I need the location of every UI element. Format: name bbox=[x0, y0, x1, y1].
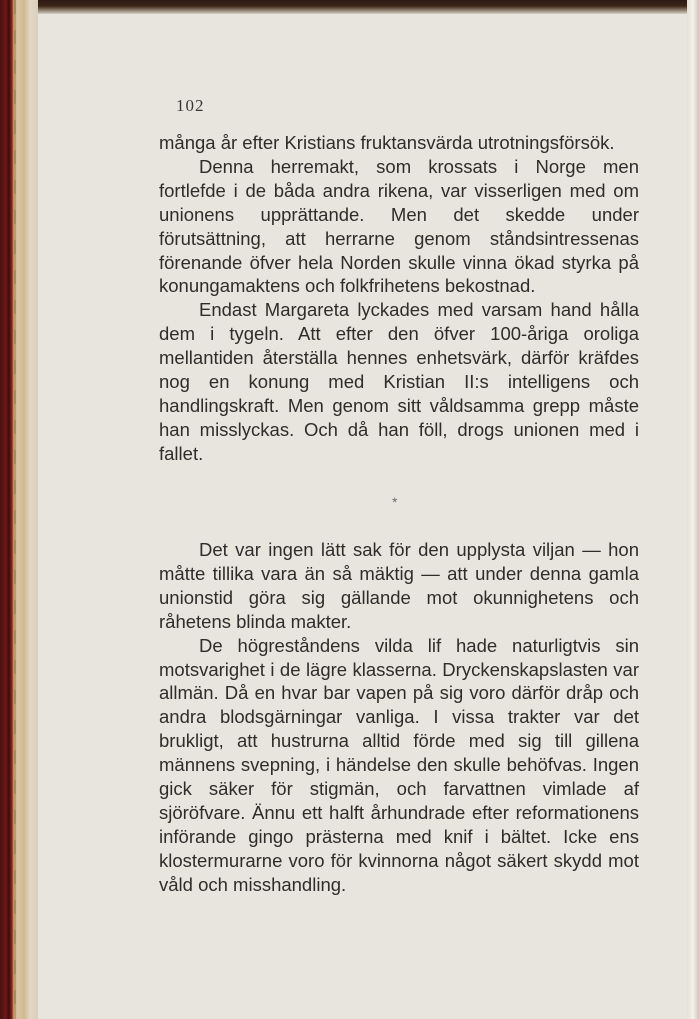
text-section-2 bbox=[159, 538, 639, 897]
page-number: 102 bbox=[176, 96, 205, 115]
book-binding-edge bbox=[0, 0, 38, 1019]
paragraph: Endast Margareta lyckades med varsam hand hålla dem i tygeln. Att efter den öfver 100-åriga oroliga mellantiden återställa hennes enhetsvärk, därför kräfdes nog en konung med Kristian II:s intelligens och handlingskraft. Men genom sitt våldsamma grepp måste han misslyckas. Och då han föll, drogs unionen med i fallet. bbox=[159, 299, 639, 464]
paragraph: Denna herremakt, som krossats i Norge men fortlefde i de båda andra rikena, var visserligen med om unionens upprättande. Men det skedde under förutsättning, att herrarne genom ståndsintressenas förenande öfver hela Norden skulle vinna ökad styrka på konungamaktens och folkfrihetens bekostnad. bbox=[159, 155, 639, 297]
text-section-1 bbox=[159, 131, 639, 466]
book-cover-top-edge bbox=[0, 0, 699, 14]
paragraph: De högreståndens vilda lif hade naturligtvis sin motsvarighet i de lägre klasserna. Dryckenskapslasten var allmän. Då en hvar bar vapen på sig voro därför dråp och andra blodsgärningar vanliga. I vissa trakter var det brukligt, att hustrurna alltid förde med sig till gillena männens svepning, i händelse den skulle behöfvas. Ingen gick säker för stigmän, och farvattnen vimlade af sjöröfvare. Ännu ett halft århundrade efter reformationens införande gingo prästerna med knif i bältet. Icke ens klostermurarne voro för kvinnorna något säkert skydd mot våld och misshandling. bbox=[159, 634, 639, 895]
paragraph: många år efter Kristians fruktansvärda utrotningsförsök. bbox=[159, 132, 615, 153]
section-divider-asterisk: * bbox=[392, 494, 398, 510]
page-right-edge bbox=[687, 0, 699, 1019]
paragraph: Det var ingen lätt sak för den upplysta viljan — hon måtte tillika vara än så mäktig — att under denna gamla unionstid göra sig gällande mot okunnighetens och råhetens blinda makter. bbox=[159, 539, 639, 632]
